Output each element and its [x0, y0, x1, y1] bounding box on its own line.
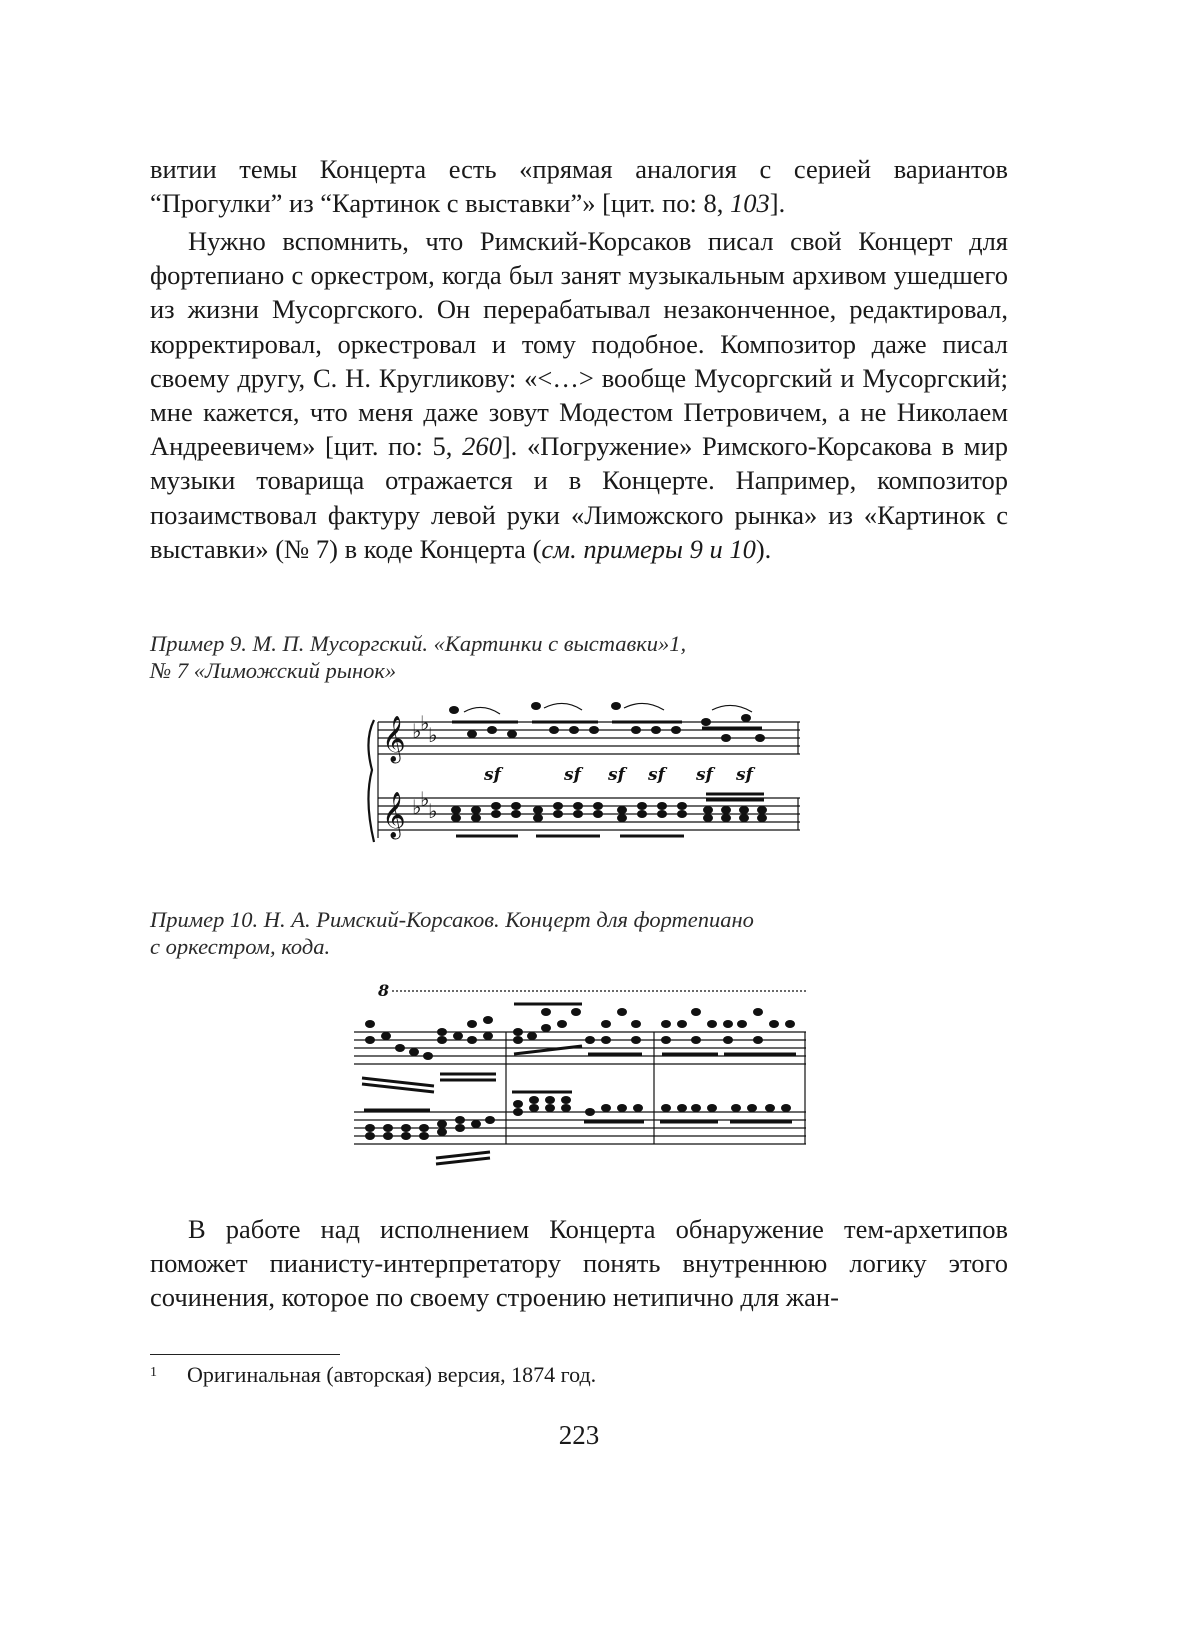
svg-text:♭: ♭ — [420, 711, 430, 735]
svg-text:♭: ♭ — [412, 795, 422, 819]
sf-dynamic-4: sf — [648, 765, 665, 785]
example-9-score — [360, 700, 806, 850]
page-number: 223 — [558, 1420, 600, 1450]
footnote-divider — [150, 1354, 340, 1355]
treble-clef-icon: 𝄞 — [382, 716, 406, 762]
footnote-number: 1 — [150, 1365, 157, 1380]
paragraph-2-text: Нужно вспомнить, что Римский-Корсаков писал свой Концерт для фортепиано с оркестром, когда был занят музыкальным архивом ушедшего из жизни Мусоргского. Он перерабатывал незаконченное, редактировал, корректировал, оркестровал и тому подобное. Композитор даже писал своему другу, С. Н. Кругликову: «<…> вообще Мусоргский и Мусоргский; мне кажется, что меня даже зовут Модестом Петровичем, а не Николаем Андреевичем» [цит. по: 5, — [150, 226, 1008, 462]
paragraph-1-end: ]. — [769, 188, 786, 219]
sf-dynamic-6: sf — [736, 765, 753, 785]
sf-dynamic-1: sf — [484, 765, 501, 785]
example-10-caption-line-1: Пример 10. Н. А. Римский-Корсаков. Концерт для фортепиано — [150, 907, 754, 932]
sf-dynamic-5: sf — [696, 765, 713, 785]
paragraph-2-end: ). — [755, 533, 772, 564]
svg-text:♭: ♭ — [428, 799, 438, 823]
paragraph-2-middle: ]. «Погружение» Римского-Корсакова в мир музыки товарища отражается и в Концерте. Например, композитор позаимствовал фактуру левой руки «Лиможского рынка» из «Картинок с выставки» (№ 7) в коде Концерта ( — [150, 431, 1008, 564]
citation-page-260: 260 — [462, 431, 502, 462]
example-9-notation — [360, 700, 806, 850]
example-10-caption — [150, 906, 910, 960]
paragraph-3-text: В работе над исполнением Концерта обнаружение тем-архетипов поможет пианисту-интерпретатору понять внутреннюю логику этого сочинения, которое по своему строению нетипично для жан- — [150, 1214, 1008, 1313]
footnote — [150, 1358, 1008, 1390]
citation-page-103: 103 — [730, 188, 770, 219]
treble-clef-lower-icon: 𝄞 — [382, 792, 406, 838]
paragraph-closing — [150, 1212, 1008, 1315]
paragraph-continuation — [150, 152, 1008, 220]
example-9-caption — [150, 630, 910, 684]
example-10-notation — [350, 982, 812, 1168]
example-10-score — [350, 982, 812, 1168]
example-9-caption-line-1: Пример 9. М. П. Мусоргский. «Картинки с выставки»1, — [150, 631, 687, 656]
octave-mark: 8 — [378, 982, 390, 1000]
paragraph-1-text: витии темы Концерта есть «прямая аналогия с серией вариантов “Прогулки” из “Картинок с выставки”» [цит. по: 8, — [150, 154, 1008, 219]
svg-text:♭: ♭ — [412, 719, 422, 743]
svg-text:♭: ♭ — [428, 723, 438, 747]
sf-dynamic-3: sf — [608, 765, 625, 785]
svg-text:♭: ♭ — [420, 787, 430, 811]
example-reference: см. примеры 9 и 10 — [541, 533, 756, 564]
footnote-text: Оригинальная (авторская) версия, 1874 год. — [187, 1362, 597, 1387]
example-9-caption-line-2: № 7 «Лиможский рынок» — [150, 658, 397, 683]
example-10-caption-line-2: с оркестром, кода. — [150, 934, 331, 959]
sf-dynamic-2: sf — [564, 765, 581, 785]
paragraph-main — [150, 224, 1008, 566]
